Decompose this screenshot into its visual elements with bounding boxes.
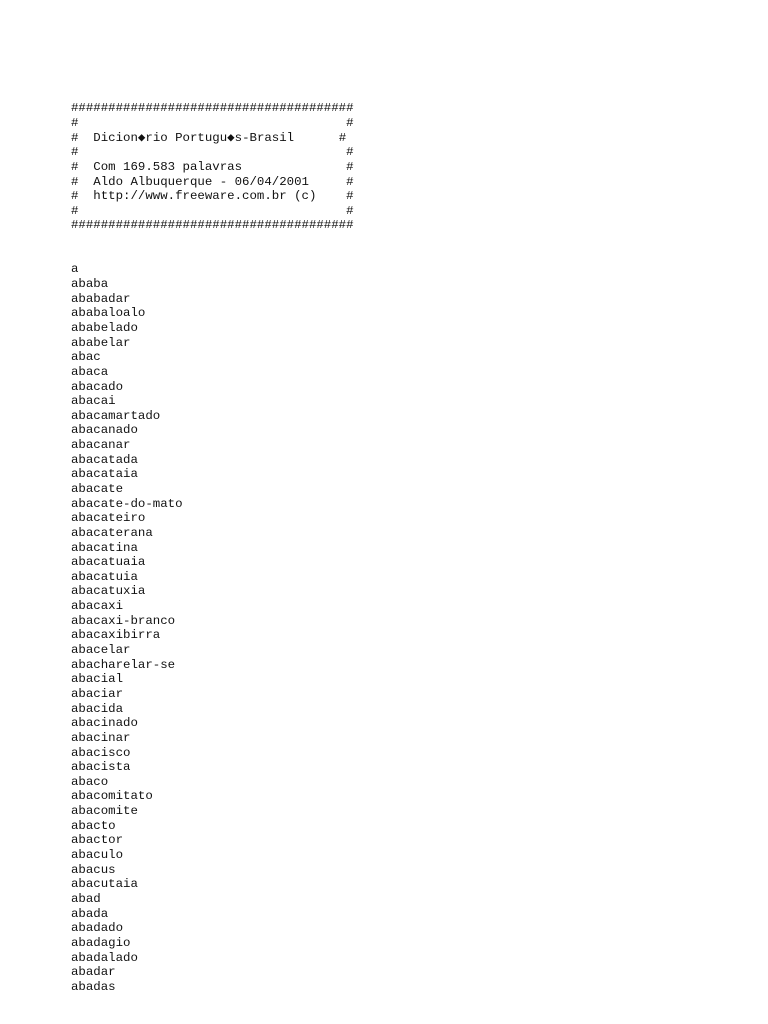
word-entry: abacida bbox=[71, 701, 124, 716]
header-line: # Aldo Albuquerque - 06/04/2001 # bbox=[71, 174, 354, 189]
header-line: ###################################### bbox=[71, 101, 354, 116]
word-entry: abacus bbox=[71, 862, 116, 877]
word-entry: abaculo bbox=[71, 848, 124, 863]
word-entry: abacatada bbox=[71, 452, 138, 467]
word-entry: abacatuxia bbox=[71, 584, 146, 599]
word-entry: abadagio bbox=[71, 935, 131, 950]
word-entry: abacisco bbox=[71, 745, 131, 760]
header-line: # Dicion◆rio Portugu◆s-Brasil # bbox=[71, 130, 347, 145]
word-entry: ababa bbox=[71, 277, 109, 292]
word-entry: abacto bbox=[71, 818, 116, 833]
word-entry: abacaxi-branco bbox=[71, 613, 176, 628]
word-entry: abaciar bbox=[71, 686, 124, 701]
word-entry: abacanar bbox=[71, 438, 131, 453]
word-entry: abacharelar-se bbox=[71, 657, 176, 672]
word-entry: abacaterana bbox=[71, 525, 153, 540]
word-list bbox=[71, 262, 354, 994]
word-entry: abacista bbox=[71, 760, 131, 775]
word-entry: abacatuia bbox=[71, 569, 138, 584]
word-entry: abacatuaia bbox=[71, 555, 146, 570]
file-header bbox=[71, 101, 354, 233]
word-entry: abacatina bbox=[71, 540, 138, 555]
word-entry: abacanado bbox=[71, 423, 138, 438]
word-entry: abacelar bbox=[71, 643, 131, 658]
header-line: # # bbox=[71, 145, 354, 160]
word-entry: abactor bbox=[71, 833, 124, 848]
word-entry: abacate bbox=[71, 482, 124, 496]
word-entry: abacaxi bbox=[71, 599, 124, 614]
word-entry: abad bbox=[71, 891, 101, 906]
word-entry: abacado bbox=[71, 379, 124, 394]
word-entry: abacinar bbox=[71, 730, 131, 745]
word-entry: abada bbox=[71, 906, 109, 921]
word-entry: ababaloalo bbox=[71, 306, 146, 321]
word-entry: a bbox=[71, 262, 79, 277]
word-entry: abacamartado bbox=[71, 408, 161, 423]
word-entry: abacaxibirra bbox=[71, 628, 161, 643]
word-entry: abadalado bbox=[71, 950, 138, 965]
header-line: # Com 169.583 palavras # bbox=[71, 159, 354, 174]
header-line: ###################################### bbox=[71, 218, 354, 233]
dictionary-text bbox=[71, 72, 354, 1009]
word-entry: abacomitato bbox=[71, 789, 153, 804]
word-entry: abaca bbox=[71, 364, 109, 379]
word-entry: abadar bbox=[71, 965, 116, 980]
word-entry: abacai bbox=[71, 394, 116, 409]
word-entry: abacinado bbox=[71, 716, 138, 731]
word-entry: abacataia bbox=[71, 467, 138, 482]
word-entry: abaco bbox=[71, 774, 109, 789]
header-line: # # bbox=[71, 115, 354, 130]
header-line: # # bbox=[71, 203, 354, 218]
word-entry: ababadar bbox=[71, 291, 131, 306]
word-entry: abacate-do-mato bbox=[71, 496, 183, 511]
word-entry: abacial bbox=[71, 672, 124, 687]
word-entry: ababelar bbox=[71, 335, 131, 350]
header-line: # http://www.freeware.com.br (c) # bbox=[71, 189, 354, 204]
word-entry: abadado bbox=[71, 921, 124, 936]
word-entry: abacutaia bbox=[71, 877, 138, 892]
word-entry: abacomite bbox=[71, 804, 138, 819]
word-entry: ababelado bbox=[71, 320, 138, 335]
word-entry: abadas bbox=[71, 979, 116, 994]
word-entry: abac bbox=[71, 350, 101, 365]
word-entry: abacateiro bbox=[71, 511, 146, 526]
